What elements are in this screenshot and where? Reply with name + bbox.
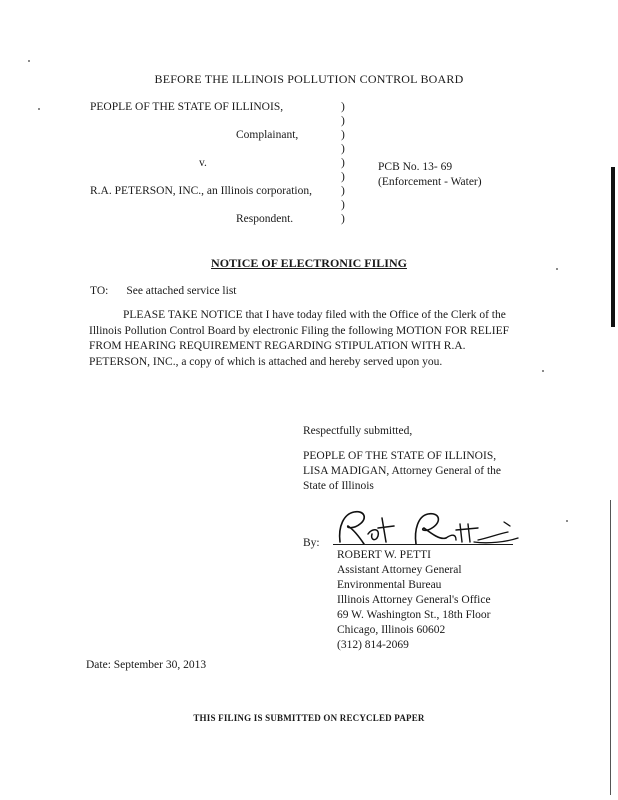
attorney-bureau: Environmental Bureau (337, 579, 442, 591)
caption-paren: ) (341, 185, 345, 197)
attorney-office: Illinois Attorney General's Office (337, 594, 491, 606)
caption-people: PEOPLE OF THE STATE OF ILLINOIS, (90, 101, 284, 113)
case-number-block (378, 160, 482, 190)
caption-paren: ) (341, 199, 345, 211)
scan-speck (28, 60, 30, 62)
signature-org-block (303, 449, 501, 494)
caption-paren: ) (341, 115, 345, 127)
closing: Respectfully submitted, (303, 425, 413, 437)
signature-line (333, 544, 513, 545)
notice-body: PLEASE TAKE NOTICE that I have today filed with the Office of the Clerk of the Illinois Pollution Control Board by electronic Filing the following MOTION FOR RELIEF FROM HEARING REQUIREMENT REGARDING STIPULATION WITH R.A. PETERSON, INC., a copy of which is attached and hereby served upon you. (89, 309, 510, 368)
caption-respondent: Respondent. (236, 213, 294, 225)
scan-speck (566, 520, 568, 522)
scan-margin-mark (611, 167, 615, 327)
caption-paren: ) (341, 129, 345, 141)
date-line: Date: September 30, 2013 (86, 659, 207, 671)
attorney-name: ROBERT W. PETTI (337, 549, 431, 561)
case-number: PCB No. 13- 69 (378, 161, 453, 173)
attorney-title: Assistant Attorney General (337, 564, 462, 576)
recycled-paper-note: THIS FILING IS SUBMITTED ON RECYCLED PAPER (193, 713, 425, 723)
by-label: By: (303, 537, 320, 549)
case-type: (Enforcement - Water) (378, 176, 482, 188)
scan-speck (556, 268, 558, 270)
attorney-street: 69 W. Washington St., 18th Floor (337, 609, 491, 621)
to-value: See attached service list (126, 285, 237, 297)
handwritten-signature (328, 504, 528, 554)
caption-paren: ) (341, 101, 345, 113)
caption-paren: ) (341, 143, 345, 155)
attorney-phone: (312) 814-2069 (337, 639, 409, 651)
scan-speck (542, 370, 544, 372)
caption-respondent-name: R.A. PETERSON, INC., an Illinois corporation, (90, 185, 312, 197)
caption-complainant: Complainant, (236, 129, 299, 141)
org-line-2: LISA MADIGAN, Attorney General of the (303, 465, 502, 477)
caption-paren: ) (341, 213, 345, 225)
scan-speck (38, 108, 40, 110)
org-line-3: State of Illinois (303, 480, 374, 492)
caption-paren: ) (341, 157, 345, 169)
board-title: BEFORE THE ILLINOIS POLLUTION CONTROL BOARD (154, 72, 464, 86)
scan-margin-line (610, 500, 611, 795)
org-line-1: PEOPLE OF THE STATE OF ILLINOIS, (303, 450, 497, 462)
notice-title: NOTICE OF ELECTRONIC FILING (211, 256, 407, 270)
to-line (90, 285, 237, 297)
to-label: TO: (90, 285, 109, 297)
attorney-city: Chicago, Illinois 60602 (337, 624, 446, 636)
caption-versus: v. (199, 157, 207, 169)
caption-paren: ) (341, 171, 345, 183)
attorney-block (337, 548, 491, 653)
